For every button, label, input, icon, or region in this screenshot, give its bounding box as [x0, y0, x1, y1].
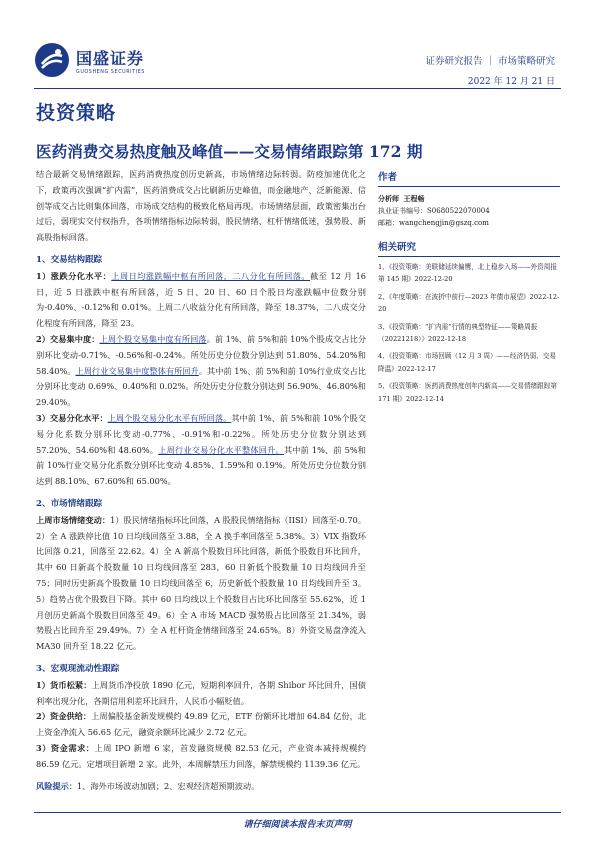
section-heading-structure: 1、交易结构跟踪: [36, 254, 103, 265]
paragraph-supply: [36, 709, 366, 741]
label: 1）货币松紧：: [36, 679, 92, 690]
paragraph-divergence: [36, 269, 366, 332]
header-divider: [34, 88, 561, 89]
text: 。其中前 1%、前 5%和前 10%行业成交占比分别环比变动 0.69%、0.40%和 0.02%。所处历史分位数分别达到 56.90%、46.80%和 29.40%。: [36, 365, 366, 408]
label: 1）涨跌分化水平：: [36, 270, 112, 281]
highlight: 上周个股交易分化水平有所回落。: [107, 412, 232, 423]
paragraph-sentiment: [36, 513, 366, 655]
intro-paragraph: 结合最新交易情绪跟踪，医药消费热度创历史新高，市场情绪边际转弱。防疫加速优化之下，政策再次强调“扩内需”，医药消费成交占比刷新历史峰值，而金融地产、泛新能源、信创等成交占比则集体回落，市场成交结构的极致化格局再现。市场情绪层面，政策密集出台过后，弱现实交付权指升，各项情绪指标边际转弱，股民情绪、杠杆情绪低迷，强势股、新高股指标回落。: [36, 169, 366, 243]
page-title: 医药消费交易热度触及峰值——交易情绪跟踪第 172 期: [36, 142, 423, 161]
related-item[interactable]: 3、《投资策略：“扩内需”行情的典型特征——策略周报（20221218）》2022-12-18: [378, 322, 538, 344]
related-item[interactable]: 2、《年度策略：在波折中前行—2023 年债市展望》2022-12-20: [378, 292, 560, 314]
footer-disclaimer: 请仔细阅读本报告末页声明: [243, 820, 352, 830]
risk-warning: [36, 779, 366, 795]
related-item[interactable]: 5、《投资策略：医药消费热度创年内新高——交易情绪跟踪第 171 期》2022-12-14: [378, 382, 557, 403]
analyst-name: 王程畅: [403, 194, 425, 203]
report-date: 2022 年 12 月 21 日: [467, 77, 555, 87]
highlight: 上周行业交易集中度整体有所回升: [75, 365, 199, 376]
logo-mark-icon: [34, 42, 70, 78]
logo-english-name: GUOSHENG SECURITIES: [76, 69, 146, 75]
authors-heading: 作者: [378, 167, 560, 187]
highlight: 上周个股交易集中度有所回落: [99, 333, 207, 344]
text: 上周货币净投放 1890 亿元，短期利率回升，各期 Shibor 环比回升，国债利率出现分化，各期信用利差环比回升，人民币小幅贬值。: [36, 679, 366, 706]
author-info: [378, 193, 560, 229]
risk-label: 风险提示：: [36, 781, 77, 792]
highlight: 上周日均涨跌幅中枢有所回落，二八分化有所回落。: [111, 270, 311, 281]
paragraph-concentration: [36, 332, 366, 411]
analyst-email[interactable]: 邮箱：wangchengjin@gszq.com: [378, 219, 489, 227]
text: 其中前 1%、前 5%和前 10%行业交易分化系数分别环比变动 4.85%、1.59%和 0.19%。所处历史分位数分别达到 88.10%、67.60%和 65.00%。: [36, 444, 366, 487]
section-heading-liquidity: 3、宏观现流动性跟踪: [36, 663, 120, 674]
text: 。前 1%、前 5%和前 10%个股成交占比分别环比变动-0.71%、-0.56%和-0.24%。所处历史分位数分别达到 51.80%、54.20%和 58.40%。: [36, 333, 367, 376]
footer-divider: [34, 812, 561, 813]
risk-text: 1、海外市场波动加剧；2、宏观经济超预期波动。: [76, 781, 260, 792]
report-type: 投资策略: [36, 102, 117, 124]
text: 1）股民情绪指标环比回落，A 股股民情绪指标（IISI）回落至-0.70。2）全 A 涨跌停比值 10 日均线回落至 3.88，全 A 换手率回落至 5.38%。3）VIX 指数环比回落 0.21，回落至 22.62。4）全 A 新高个股数目环比回落，新低个股数目环比回升，其中 60 日新高个股数量 10 日均线回落至 283，60 日新低个股数量 10 日均线回升至 75；同时历史新高个股数量 10 日均线回落至 6，历史新低个股数量 10 日均线回升至 3。5）趋势占优个股数目下降。其中 60 日均线以上个股数目占比环比回落至 55.62%，近 1 月创历史新高个股数目回落至 49。6）全 A 市场 MACD 强势股占比回落至 21.34%，弱势股占比回升至 29.49%。7）全 A 杠杆资金情绪回落至 24.65%。8）外资交易盘净流入 MA30 回升至 18.22 亿元。: [36, 514, 366, 652]
highlight: 上周行业交易分化水平整体回升。: [158, 444, 284, 455]
related-research-list: [378, 261, 560, 405]
label: 上周市场情绪变动：: [36, 514, 111, 525]
report-category: 证券研究报告 ｜ 市场策略研究: [425, 56, 555, 67]
related-item[interactable]: 1、《投资策略：美联储延续偏鹰，北上稳步入场——外资周报第 145 期》2022-12-20: [378, 263, 557, 284]
text: 上周偏股基金新发规模约 49.89 亿元，ETF 份额环比增加 64.84 亿份，北上资金净流入 56.65 亿元，融资余额环比减少 2.72 亿元。: [36, 711, 366, 738]
paragraph-monetary: [36, 678, 366, 710]
text: 其中前 1%、前 5%和前 10%个股交易分化系数分别环比变动-0.77%、-0.91%和-0.22%。所处历史分位数分别达到 57.20%、54.60%和 48.60%。: [36, 412, 366, 455]
label: 2）交易集中度：: [36, 333, 100, 344]
label: 3）交易分化水平：: [36, 412, 108, 423]
analyst-label: 分析师: [378, 194, 399, 203]
label: 3）资金需求：: [36, 742, 95, 753]
label: 2）资金供给：: [36, 711, 92, 722]
company-logo: [34, 42, 145, 78]
text: 截至 12 月 16 日，近 5 日涨跌中枢有所回落，近 5 日、20 日、60 日个股日均涨跌幅中位数分别为-0.40%、-0.12%和 0.01%。上周二八收益分化有所回落，降至 18.37%，二八成交分化程度有所回落，降至 23。: [36, 270, 366, 329]
related-research-heading: 相关研究: [378, 237, 560, 257]
logo-chinese-name: 国盛证券: [76, 48, 145, 68]
related-item[interactable]: 4、《投资策略：市场回顾（12 月 3 周）——经济仍弱、交易降温》2022-12-17: [378, 352, 557, 373]
text: 上周 IPO 新增 6 家，首发融资规模 82.53 亿元，产业资本减持规模约 86.59 亿元。定增项目新增 2 家。此外，本周解禁压力回落，解禁规模约 1139.36 亿元。: [36, 742, 366, 769]
sidebar: [378, 167, 560, 410]
section-heading-sentiment: 2、市场情绪跟踪: [36, 498, 103, 509]
license-number: 执业证书编号：S0680522070004: [378, 207, 490, 215]
main-content: [36, 167, 366, 795]
paragraph-demand: [36, 741, 366, 773]
paragraph-differentiation: [36, 411, 366, 490]
